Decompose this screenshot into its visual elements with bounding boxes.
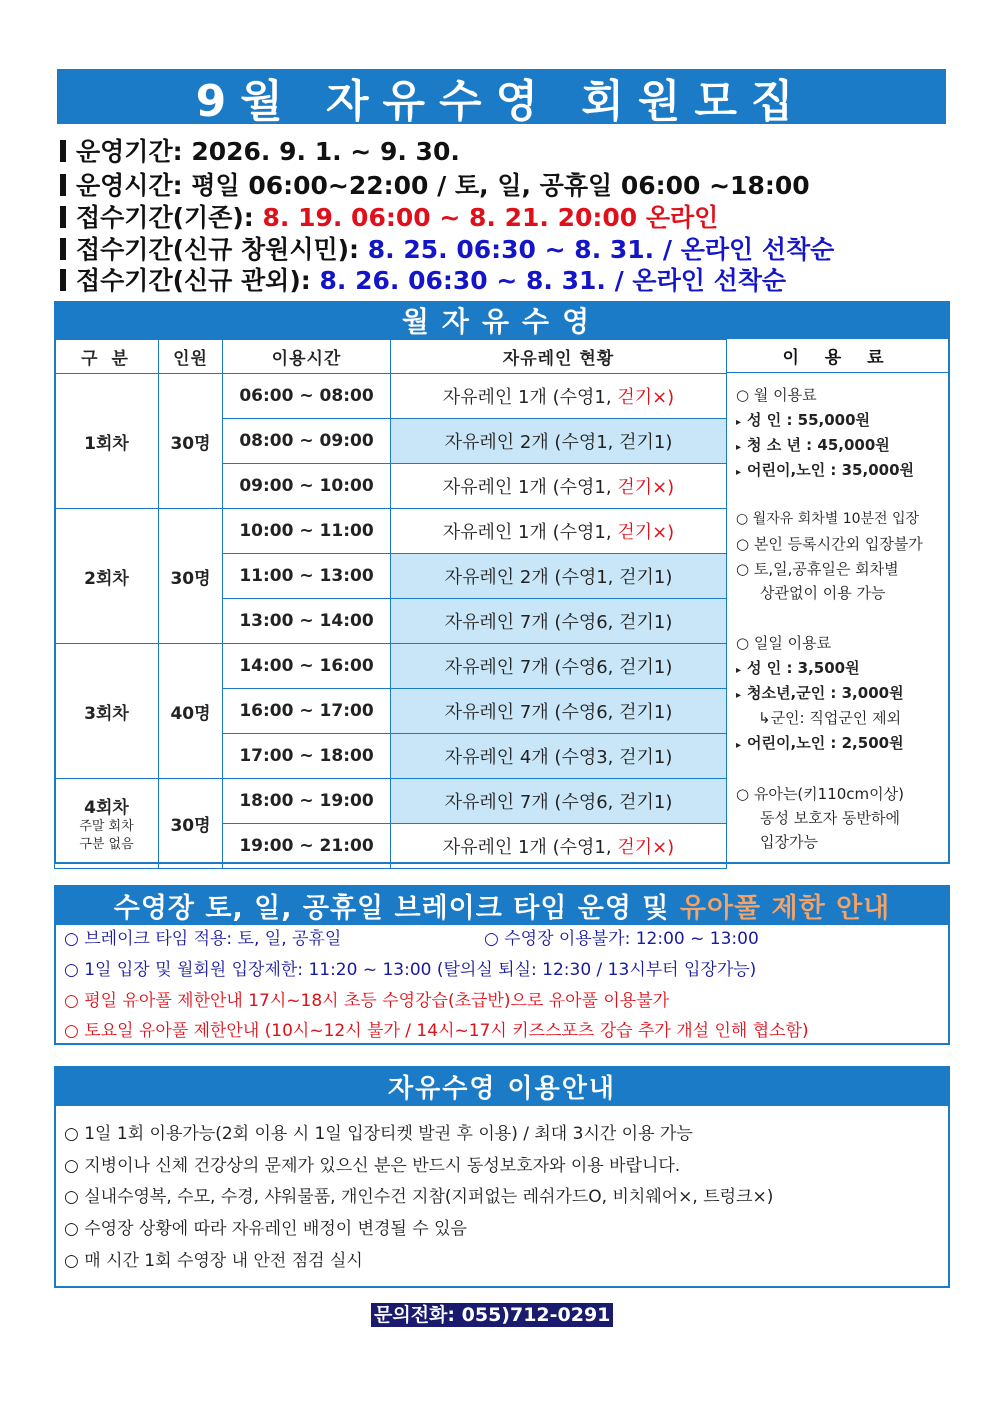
schedule-body	[55, 374, 727, 869]
slot-time: 18:00 ~ 19:00	[223, 779, 391, 824]
fee-note-entry: ○ 월자유 회차별 10분전 입장	[736, 511, 920, 527]
bullet-bar	[60, 238, 66, 260]
slot-walk-text: 걷기×)	[617, 477, 675, 498]
daily-fee-adult	[736, 656, 860, 683]
bullet-bar	[60, 206, 66, 228]
col-header-category: 구 분	[55, 340, 159, 374]
infant-note-2: 동성 보호자 동반하에	[760, 809, 900, 827]
triangle-bullet-icon: ▸	[736, 740, 742, 751]
break-heading-main: 수영장 토, 일, 공휴일 브레이크 타임 운영 및	[113, 892, 680, 924]
monthly-fee-child-text: 어린이,노인 : 35,000원	[747, 461, 914, 479]
slot-walk-text: 걷기1)	[619, 567, 673, 588]
schedule-heading: 월자유수영	[54, 301, 950, 339]
guide-item: ○ 수영장 상황에 따라 자유레인 배정이 변경될 수 있음	[64, 1219, 467, 1239]
daily-fee-child-text: 어린이,노인 : 2,500원	[747, 734, 904, 752]
session-capacity: 30명	[159, 509, 223, 644]
slot-lanes-text: 자유레인 7개 (수영6,	[444, 792, 620, 813]
monthly-fee-teen	[736, 433, 890, 460]
bullet-bar	[60, 269, 66, 291]
monthly-fee-child	[736, 458, 914, 485]
registration-existing-label: 접수기간(기존):	[76, 203, 254, 232]
break-line-2: ○ 1일 입장 및 월회원 입장제한: 11:20 ~ 13:00 (탈의실 퇴실: 12:30 / 13시부터 입장가능)	[64, 960, 757, 980]
daily-fee-soldier-note: ↳군인: 직업군인 제외	[758, 709, 902, 727]
slot-time: 09:00 ~ 10:00	[223, 464, 391, 509]
slot-time: 08:00 ~ 09:00	[223, 419, 391, 464]
triangle-bullet-icon: ▸	[736, 665, 742, 676]
slot-lanes-text: 자유레인 1개 (수영1,	[442, 837, 618, 858]
triangle-bullet-icon: ▸	[736, 467, 742, 478]
slot-lanes	[391, 509, 727, 554]
monthly-fee-teen-text: 청 소 년 : 45,000원	[747, 436, 890, 454]
slot-walk-text: 걷기1)	[619, 702, 673, 723]
slot-lanes	[391, 419, 727, 464]
contact-phone: 문의전화: 055)712-0291	[371, 1303, 613, 1327]
operating-period-label: 운영기간:	[76, 137, 183, 166]
break-line-3: ○ 평일 유아풀 제한안내 17시~18시 초등 수영강습(초급반)으로 유아풀 이용불가	[64, 991, 670, 1011]
slot-lanes-text: 자유레인 1개 (수영1,	[442, 477, 618, 498]
bullet-bar	[60, 174, 66, 196]
fee-note-weekend-b: 상관없이 이용 가능	[760, 584, 886, 602]
col-header-fee: 이 용 료	[726, 339, 950, 373]
slot-lanes-text: 자유레인 1개 (수영1,	[442, 522, 618, 543]
guide-item: ○ 실내수영복, 수모, 수경, 샤워물품, 개인수건 지참(지퍼없는 레쉬가드O, 비치웨어×, 트렁크×)	[64, 1187, 774, 1207]
schedule-row	[55, 374, 727, 419]
slot-lanes-text: 자유레인 7개 (수영6,	[444, 657, 620, 678]
slot-lanes-text: 자유레인 2개 (수영1,	[444, 567, 620, 588]
guide-item: ○ 매 시간 1회 수영장 내 안전 점검 실시	[64, 1251, 363, 1271]
break-line-1-left: ○ 브레이크 타임 적용: 토, 일, 공휴일	[64, 929, 342, 949]
slot-lanes-text: 자유레인 4개 (수영3,	[444, 747, 620, 768]
session-name	[55, 644, 159, 779]
slot-walk-text: 걷기1)	[619, 612, 673, 633]
session-name-text: 4회차	[84, 798, 129, 818]
schedule-header-row	[55, 340, 727, 374]
slot-time: 13:00 ~ 14:00	[223, 599, 391, 644]
slot-walk-text: 걷기×)	[617, 522, 675, 543]
slot-time: 10:00 ~ 11:00	[223, 509, 391, 554]
session-capacity: 30명	[159, 374, 223, 509]
slot-walk-text: 걷기1)	[619, 747, 673, 768]
slot-lanes	[391, 599, 727, 644]
triangle-bullet-icon: ▸	[736, 442, 742, 453]
slot-walk-text: 걷기1)	[619, 792, 673, 813]
schedule-row	[55, 779, 727, 824]
slot-time: 11:00 ~ 13:00	[223, 554, 391, 599]
break-line-1-right: ○ 수영장 이용불가: 12:00 ~ 13:00	[484, 929, 759, 949]
session-capacity: 30명	[159, 779, 223, 869]
operating-period-value: 2026. 9. 1. ~ 9. 30.	[191, 137, 460, 166]
slot-lanes-text: 자유레인 7개 (수영6,	[444, 702, 620, 723]
bullet-bar	[60, 140, 66, 162]
slot-lanes	[391, 644, 727, 689]
col-header-lanes: 자유레인 현황	[391, 340, 727, 374]
triangle-bullet-icon: ▸	[736, 690, 742, 701]
guide-item: ○ 지병이나 신체 건강상의 문제가 있으신 분은 반드시 동성보호자와 이용 바랍니다.	[64, 1156, 681, 1176]
fee-note-weekend-a: ○ 토,일,공휴일은 회차별	[736, 560, 899, 578]
monthly-fee-adult-text: 성 인 : 55,000원	[747, 411, 871, 429]
monthly-fee-title: ○ 월 이용료	[736, 386, 817, 404]
slot-lanes	[391, 734, 727, 779]
break-time-heading	[54, 885, 950, 925]
col-header-time: 이용시간	[223, 340, 391, 374]
session-name-text: 2회차	[84, 568, 129, 589]
registration-existing	[60, 203, 718, 233]
slot-lanes	[391, 779, 727, 824]
triangle-bullet-icon: ▸	[736, 417, 742, 428]
session-note: 주말 회차 구분 없음	[79, 819, 134, 852]
daily-fee-title: ○ 일일 이용료	[736, 634, 832, 652]
session-capacity: 40명	[159, 644, 223, 779]
slot-lanes-text: 자유레인 1개 (수영1,	[442, 387, 618, 408]
daily-fee-teen	[736, 681, 904, 708]
operating-period	[60, 137, 460, 167]
slot-lanes	[391, 464, 727, 509]
session-name	[55, 509, 159, 644]
slot-walk-text: 걷기×)	[617, 387, 675, 408]
registration-new-city-label: 접수기간(신규 창원시민):	[76, 235, 360, 264]
session-name-text: 3회차	[84, 703, 129, 724]
session-name-text: 1회차	[84, 433, 129, 454]
usage-guide-heading: 자유수영 이용안내	[54, 1066, 950, 1106]
infant-note-1: ○ 유아는(키110cm이상)	[736, 785, 904, 803]
operating-hours-label: 운영시간:	[76, 171, 183, 200]
guide-item: ○ 1일 1회 이용가능(2회 이용 시 1일 입장티켓 발권 후 이용) / 최대 3시간 이용 가능	[64, 1124, 693, 1144]
operating-hours	[60, 171, 810, 201]
slot-time: 19:00 ~ 21:00	[223, 824, 391, 869]
slot-time: 06:00 ~ 08:00	[223, 374, 391, 419]
schedule-table	[54, 339, 727, 869]
schedule-row	[55, 644, 727, 689]
slot-walk-text: 걷기×)	[617, 837, 675, 858]
break-heading-accent: 유아풀 제한 안내	[679, 892, 891, 924]
registration-existing-value: 8. 19. 06:00 ~ 8. 21. 20:00 온라인	[262, 203, 719, 232]
schedule-row	[55, 509, 727, 554]
daily-fee-teen-text: 청소년,군인 : 3,000원	[747, 684, 904, 702]
slot-lanes-text: 자유레인 2개 (수영1,	[444, 432, 620, 453]
slot-lanes	[391, 554, 727, 599]
operating-hours-value: 평일 06:00~22:00 / 토, 일, 공휴일 06:00 ~18:00	[191, 171, 810, 200]
registration-new-outside-label: 접수기간(신규 관외):	[76, 266, 311, 295]
col-header-capacity: 인원	[159, 340, 223, 374]
slot-lanes	[391, 689, 727, 734]
session-name	[55, 374, 159, 509]
infant-note-3: 입장가능	[760, 833, 818, 851]
fee-note-restriction: ○ 본인 등록시간외 입장불가	[736, 535, 923, 553]
registration-new-city	[60, 235, 834, 265]
daily-fee-adult-text: 성 인 : 3,500원	[747, 659, 860, 677]
registration-new-outside-value: 8. 26. 06:30 ~ 8. 31. / 온라인 선착순	[319, 266, 787, 295]
daily-fee-child	[736, 731, 904, 758]
slot-lanes	[391, 374, 727, 419]
registration-new-city-value: 8. 25. 06:30 ~ 8. 31. / 온라인 선착순	[367, 235, 835, 264]
monthly-fee-adult	[736, 408, 870, 435]
registration-new-outside	[60, 266, 786, 296]
slot-time: 17:00 ~ 18:00	[223, 734, 391, 779]
break-line-4: ○ 토요일 유아풀 제한안내 (10시~12시 불가 / 14시~17시 키즈스포츠 강습 추가 개설 인해 협소함)	[64, 1021, 809, 1041]
slot-time: 16:00 ~ 17:00	[223, 689, 391, 734]
page-title: 9월 자유수영 회원모집	[57, 69, 946, 124]
slot-time: 14:00 ~ 16:00	[223, 644, 391, 689]
slot-lanes-text: 자유레인 7개 (수영6,	[444, 612, 620, 633]
slot-walk-text: 걷기1)	[619, 432, 673, 453]
slot-walk-text: 걷기1)	[619, 657, 673, 678]
session-name	[55, 779, 159, 869]
slot-lanes	[391, 824, 727, 869]
